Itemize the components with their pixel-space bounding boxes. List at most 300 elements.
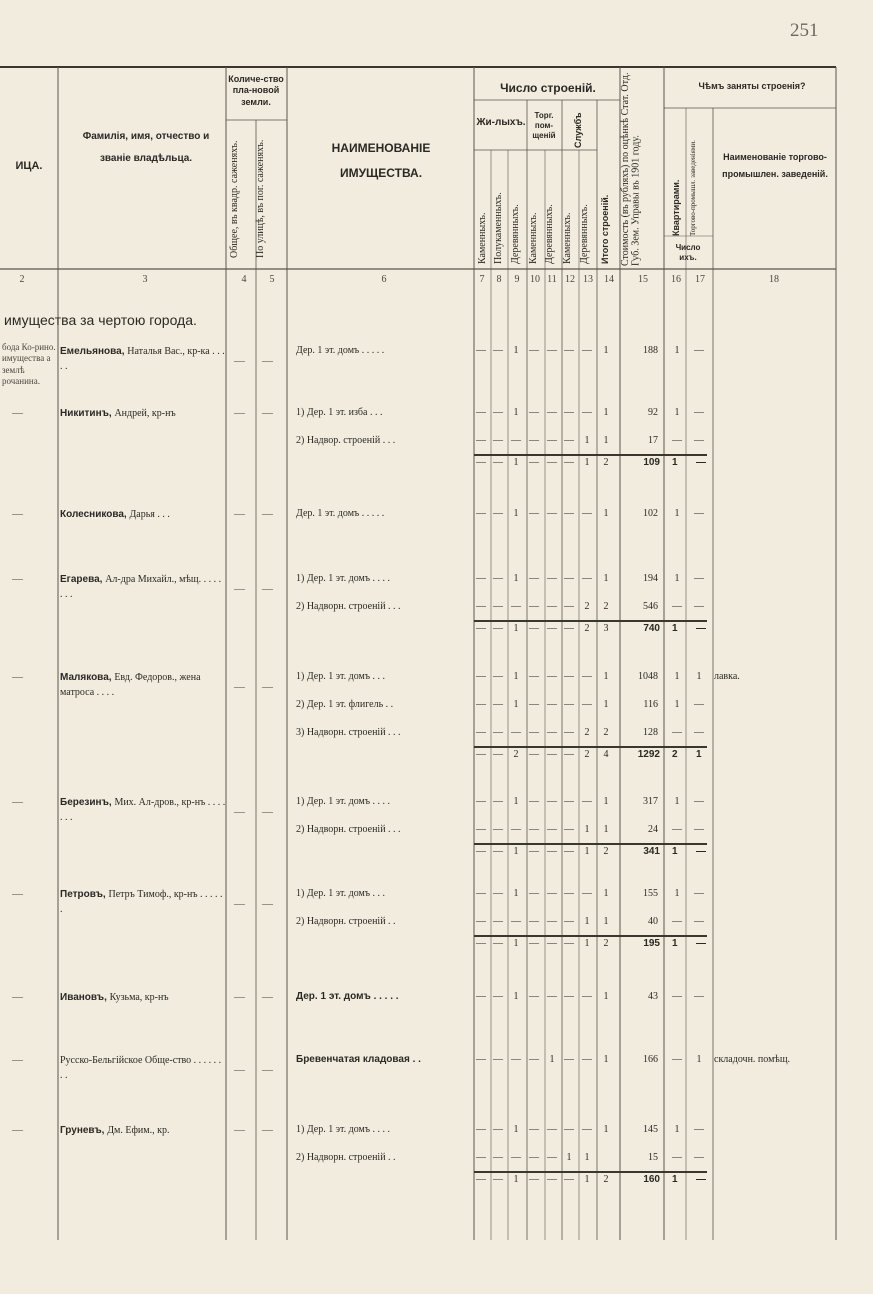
count-cell: — [476, 407, 486, 418]
count-cell: 1 [603, 1124, 609, 1135]
count-cell: 2 [603, 846, 609, 857]
count-cell: 2 [513, 749, 519, 760]
owner-details: Кузьма, кр-нъ [109, 992, 169, 1003]
total-apartments: 1 [672, 457, 678, 468]
count-cell: — [582, 1124, 592, 1135]
column-number: 10 [530, 274, 540, 285]
header-service: Службъ [573, 112, 583, 148]
header-value: Стоимость (въ рубляхъ) по оцѣнкѣ Стат. Отд. Губ. Зем. Управы въ 1901 году. [620, 72, 642, 266]
column-number: 2 [19, 274, 25, 285]
column-number: 4 [241, 274, 247, 285]
count-cell: — [511, 1152, 521, 1163]
apartments-cell: — [672, 991, 682, 1002]
count-cell: — [582, 407, 592, 418]
street-cell: — [12, 407, 23, 419]
count-cell: 1 [603, 671, 609, 682]
value-cell: 145 [643, 1124, 658, 1135]
area-total: — [234, 355, 245, 367]
owner-name [60, 1054, 226, 1083]
count-cell: — [476, 749, 486, 760]
count-cell: 1 [584, 1174, 590, 1185]
count-cell: — [529, 508, 539, 519]
count-cell: — [493, 601, 503, 612]
column-number: 5 [269, 274, 275, 285]
count-cell: — [529, 435, 539, 446]
street-cell: — [12, 573, 23, 585]
establishment-name: складочн. помѣщ. [714, 1054, 791, 1065]
column-number: 9 [514, 274, 520, 285]
total-rule [474, 843, 707, 845]
count-cell: 1 [584, 846, 590, 857]
property-name: 2) Надвор. строеній . . . [296, 435, 396, 446]
count-cell: — [511, 435, 521, 446]
header-owner: Фамилія, имя, отчество и званіе владѣльца. [82, 131, 210, 164]
value-cell: 15 [648, 1152, 658, 1163]
column-number: 6 [381, 274, 387, 285]
count-cell: — [493, 846, 503, 857]
value-cell: 194 [643, 573, 658, 584]
count-cell: — [529, 938, 539, 949]
total-apartments: 1 [672, 623, 678, 634]
column-number: 18 [769, 274, 779, 285]
column-number: 12 [565, 274, 575, 285]
count-cell: — [476, 457, 486, 468]
count-cell: — [582, 991, 592, 1002]
count-cell: — [476, 916, 486, 927]
owner-name [60, 573, 226, 602]
count-cell: — [547, 1152, 557, 1163]
count-cell: — [476, 938, 486, 949]
owner-surname: Ивановъ, [60, 992, 110, 1003]
trade-cell: — [694, 508, 704, 519]
area-total: — [234, 1064, 245, 1076]
value-cell: 1048 [638, 671, 658, 682]
count-cell: — [493, 749, 503, 760]
count-cell: — [493, 1174, 503, 1185]
count-cell: 1 [513, 508, 519, 519]
total-trade: — [696, 623, 706, 634]
count-cell: — [529, 888, 539, 899]
count-cell: — [493, 796, 503, 807]
count-cell: — [476, 601, 486, 612]
count-cell: 1 [603, 508, 609, 519]
value-cell: 128 [643, 727, 658, 738]
count-cell: 1 [603, 407, 609, 418]
count-cell: — [547, 345, 557, 356]
column-number: 17 [695, 274, 705, 285]
count-cell: 2 [603, 727, 609, 738]
count-cell: 1 [513, 796, 519, 807]
count-cell: — [529, 671, 539, 682]
header-land-total: Общее, въ квадр. саженяхъ. [229, 140, 240, 258]
count-cell: — [476, 846, 486, 857]
count-cell: — [564, 991, 574, 1002]
apartments-cell: 1 [674, 671, 680, 682]
total-value: 109 [643, 457, 660, 468]
count-cell: 2 [584, 601, 590, 612]
street-cell: — [12, 796, 23, 808]
count-cell: 2 [584, 727, 590, 738]
count-cell: — [493, 435, 503, 446]
owner-surname: Петровъ, [60, 889, 109, 900]
count-cell: — [547, 573, 557, 584]
count-cell: — [547, 727, 557, 738]
header-total-buildings: Итого строеній. [600, 194, 610, 264]
street-cell: — [12, 1124, 23, 1136]
header-land: Количе-ство пла-новой земли. [228, 74, 284, 107]
count-cell: — [493, 1152, 503, 1163]
count-cell: — [476, 435, 486, 446]
value-cell: 17 [648, 435, 658, 446]
count-cell: — [564, 623, 574, 634]
value-cell: 155 [643, 888, 658, 899]
owner-name [60, 407, 226, 422]
header-trade: Торг. пом-щеній [532, 111, 556, 140]
property-name: 2) Надворн. строеній . . [296, 1152, 396, 1163]
area-total: — [234, 583, 245, 595]
area-street: — [262, 991, 273, 1003]
count-cell: — [547, 623, 557, 634]
header-street: ИЦА. [15, 160, 43, 172]
column-number: 8 [496, 274, 502, 285]
street-cell: — [12, 991, 23, 1003]
count-cell: — [493, 727, 503, 738]
area-street: — [262, 681, 273, 693]
count-cell: — [564, 938, 574, 949]
count-cell: — [493, 457, 503, 468]
establishment-name: лавка. [714, 671, 740, 682]
property-name: Дер. 1 эт. домъ . . . . . [296, 991, 399, 1002]
area-total: — [234, 407, 245, 419]
area-street: — [262, 583, 273, 595]
total-trade: — [696, 457, 706, 468]
total-trade: — [696, 1174, 706, 1185]
header-col-12: Каменныхъ. [562, 212, 573, 264]
count-cell: — [529, 749, 539, 760]
count-cell: — [547, 508, 557, 519]
header-living: Жи-лыхъ. [476, 117, 526, 128]
count-cell: — [547, 457, 557, 468]
count-cell: — [493, 699, 503, 710]
trade-cell: — [694, 1124, 704, 1135]
count-cell: — [564, 573, 574, 584]
count-cell: — [564, 1174, 574, 1185]
count-cell: — [529, 824, 539, 835]
owner-name [60, 1124, 226, 1139]
count-cell: — [564, 1054, 574, 1065]
count-cell: 1 [603, 699, 609, 710]
header-trade-est: Торгово-промышл. заведеніями. [689, 140, 697, 236]
count-cell: 1 [513, 1124, 519, 1135]
count-cell: — [582, 671, 592, 682]
count-cell: — [547, 888, 557, 899]
count-cell: 1 [584, 938, 590, 949]
count-cell: — [493, 573, 503, 584]
count-cell: 1 [513, 699, 519, 710]
apartments-cell: 1 [674, 796, 680, 807]
count-cell: 1 [603, 345, 609, 356]
count-cell: — [529, 407, 539, 418]
count-cell: — [529, 727, 539, 738]
trade-cell: — [694, 991, 704, 1002]
header-apartments: Квартирами. [671, 179, 681, 236]
count-cell: 1 [513, 846, 519, 857]
count-cell: — [529, 1054, 539, 1065]
property-name: 1) Дер. 1 эт. домъ . . . . [296, 1124, 391, 1135]
apartments-cell: 1 [674, 407, 680, 418]
apartments-cell: — [672, 727, 682, 738]
apartments-cell: 1 [674, 888, 680, 899]
trade-cell: — [694, 699, 704, 710]
property-name: 2) Надворн. строеній . . . [296, 601, 401, 612]
column-number: 13 [583, 274, 593, 285]
section-title: имущества за чертою города. [4, 312, 197, 328]
count-cell: — [582, 1054, 592, 1065]
header-col-10: Каменныхъ. [528, 212, 539, 264]
count-cell: — [547, 916, 557, 927]
count-cell: — [493, 916, 503, 927]
total-apartments: 1 [672, 938, 678, 949]
count-cell: — [529, 796, 539, 807]
count-cell: — [564, 457, 574, 468]
count-cell: — [476, 1054, 486, 1065]
count-cell: — [582, 573, 592, 584]
count-cell: — [476, 1124, 486, 1135]
count-cell: 3 [603, 623, 609, 634]
owner-name [60, 345, 226, 374]
count-cell: — [547, 824, 557, 835]
count-cell: — [582, 345, 592, 356]
count-cell: — [582, 699, 592, 710]
count-cell: — [529, 573, 539, 584]
trade-cell: — [694, 435, 704, 446]
apartments-cell: — [672, 601, 682, 612]
owner-name [60, 671, 226, 700]
street-cell: — [12, 671, 23, 683]
header-col-7: Каменныхъ. [477, 212, 488, 264]
count-cell: — [476, 1174, 486, 1185]
owner-surname: Груневъ, [60, 1125, 108, 1136]
count-cell: 1 [513, 1174, 519, 1185]
count-cell: 4 [603, 749, 609, 760]
count-cell: — [582, 796, 592, 807]
count-cell: — [547, 671, 557, 682]
count-cell: — [476, 796, 486, 807]
owner-details: Ал-дра Михайл., мѣщ. . . . . . . . [60, 574, 222, 600]
property-name: 2) Надворн. строеній . . [296, 916, 396, 927]
apartments-cell: 1 [674, 699, 680, 710]
count-cell: — [547, 601, 557, 612]
owner-details: Дарья . . . [129, 509, 170, 520]
count-cell: 1 [513, 623, 519, 634]
owner-surname: Колесникова, [60, 509, 130, 520]
count-cell: — [547, 796, 557, 807]
header-col-9: Деревянныхъ. [510, 204, 521, 264]
value-cell: 116 [643, 699, 658, 710]
count-cell: — [564, 671, 574, 682]
total-apartments: 1 [672, 1174, 678, 1185]
count-cell: — [476, 573, 486, 584]
count-cell: — [493, 671, 503, 682]
total-value: 195 [643, 938, 660, 949]
trade-cell: — [694, 345, 704, 356]
area-total: — [234, 898, 245, 910]
header-est-name: Наименованіе торгово-промышлен. заведеній. [722, 152, 828, 180]
apartments-cell: 1 [674, 345, 680, 356]
count-cell: — [476, 699, 486, 710]
property-name: 3) Надворн. строеній . . . [296, 727, 401, 738]
trade-cell: — [694, 407, 704, 418]
count-cell: 2 [584, 623, 590, 634]
count-cell: — [564, 699, 574, 710]
count-cell: 1 [603, 916, 609, 927]
count-cell: — [564, 796, 574, 807]
header-col-8: Полукаменныхъ. [493, 192, 504, 264]
area-street: — [262, 508, 273, 520]
apartments-cell: 1 [674, 1124, 680, 1135]
count-cell: 1 [513, 888, 519, 899]
count-cell: 1 [603, 824, 609, 835]
count-cell: — [547, 1124, 557, 1135]
total-trade: — [696, 846, 706, 857]
area-total: — [234, 806, 245, 818]
count-cell: — [529, 623, 539, 634]
header-count: Число ихъ. [675, 243, 701, 262]
trade-cell: — [694, 601, 704, 612]
owner-details: Петръ Тимоф., кр-нъ . . . . . . [60, 889, 223, 915]
trade-cell: — [694, 796, 704, 807]
trade-cell: 1 [696, 671, 702, 682]
count-cell: — [564, 916, 574, 927]
count-cell: — [493, 345, 503, 356]
count-cell: — [476, 508, 486, 519]
count-cell: 1 [566, 1152, 572, 1163]
count-cell: — [529, 991, 539, 1002]
count-cell: 2 [603, 601, 609, 612]
property-name: Дер. 1 эт. домъ . . . . . [296, 508, 385, 519]
trade-cell: 1 [696, 1054, 702, 1065]
count-cell: 1 [549, 1054, 555, 1065]
header-col-13: Деревянныхъ. [579, 204, 590, 264]
street-cell: — [12, 888, 23, 900]
apartments-cell: — [672, 435, 682, 446]
count-cell: 1 [513, 457, 519, 468]
count-cell: — [529, 699, 539, 710]
total-rule [474, 746, 707, 748]
owner-details: Наталья Вас., кр-ка . . . . . [60, 346, 225, 372]
apartments-cell: — [672, 1054, 682, 1065]
value-cell: 188 [643, 345, 658, 356]
total-value: 160 [643, 1174, 660, 1185]
value-cell: 102 [643, 508, 658, 519]
property-name: Бревенчатая кладовая . . [296, 1054, 421, 1065]
count-cell: — [582, 888, 592, 899]
column-number: 15 [638, 274, 648, 285]
count-cell: — [476, 623, 486, 634]
property-name: 2) Надворн. строеній . . . [296, 824, 401, 835]
count-cell: 1 [513, 938, 519, 949]
count-cell: — [564, 601, 574, 612]
count-cell: 2 [603, 457, 609, 468]
count-cell: 1 [603, 1054, 609, 1065]
owner-name [60, 796, 226, 825]
count-cell: — [547, 407, 557, 418]
area-street: — [262, 806, 273, 818]
count-cell: — [529, 601, 539, 612]
count-cell: — [564, 345, 574, 356]
count-cell: 1 [584, 916, 590, 927]
count-cell: — [529, 457, 539, 468]
column-number: 3 [142, 274, 148, 285]
count-cell: — [564, 435, 574, 446]
apartments-cell: — [672, 824, 682, 835]
value-cell: 546 [643, 601, 658, 612]
column-number: 7 [479, 274, 485, 285]
value-cell: 166 [643, 1054, 658, 1065]
count-cell: 1 [603, 435, 609, 446]
header-col-11: Деревянныхъ. [544, 204, 555, 264]
total-value: 341 [643, 846, 660, 857]
street-cell: — [12, 1054, 23, 1066]
owner-name [60, 508, 226, 523]
owner-surname: Никитинъ, [60, 408, 115, 419]
property-name: 1) Дер. 1 эт. домъ . . . [296, 671, 386, 682]
count-cell: — [529, 1152, 539, 1163]
value-cell: 40 [648, 916, 658, 927]
count-cell: — [493, 888, 503, 899]
count-cell: — [511, 916, 521, 927]
street-cell: — [12, 508, 23, 520]
header-property: НАИМЕНОВАНІЕ ИМУЩЕСТВА. [331, 141, 431, 181]
total-apartments: 2 [672, 749, 678, 760]
value-cell: 92 [648, 407, 658, 418]
count-cell: 1 [513, 573, 519, 584]
count-cell: — [529, 1174, 539, 1185]
count-cell: — [511, 601, 521, 612]
count-cell: — [582, 508, 592, 519]
count-cell: 2 [584, 749, 590, 760]
count-cell: 1 [603, 796, 609, 807]
count-cell: — [493, 824, 503, 835]
count-cell: 1 [513, 991, 519, 1002]
count-cell: — [547, 938, 557, 949]
count-cell: — [511, 727, 521, 738]
count-cell: — [547, 846, 557, 857]
owner-details: Андрей, кр-нъ [114, 408, 176, 419]
column-number: 14 [604, 274, 614, 285]
count-cell: — [493, 938, 503, 949]
count-cell: — [529, 1124, 539, 1135]
apartments-cell: — [672, 916, 682, 927]
property-name: Дер. 1 эт. домъ . . . . . [296, 345, 385, 356]
count-cell: 1 [603, 888, 609, 899]
property-name: 1) Дер. 1 эт. домъ . . . . [296, 796, 391, 807]
count-cell: 1 [513, 671, 519, 682]
total-rule [474, 454, 707, 456]
column-number: 11 [547, 274, 557, 285]
total-value: 1292 [637, 749, 660, 760]
owner-details: Мих. Ал-дров., кр-нъ . . . . . . . [60, 797, 226, 823]
total-rule [474, 935, 707, 937]
count-cell: — [529, 916, 539, 927]
owner-surname: Егарева, [60, 574, 106, 585]
count-cell: — [493, 991, 503, 1002]
area-total: — [234, 1124, 245, 1136]
count-cell: — [547, 749, 557, 760]
trade-cell: — [694, 888, 704, 899]
count-cell: — [547, 1174, 557, 1185]
owner-surname: Малякова, [60, 672, 115, 683]
